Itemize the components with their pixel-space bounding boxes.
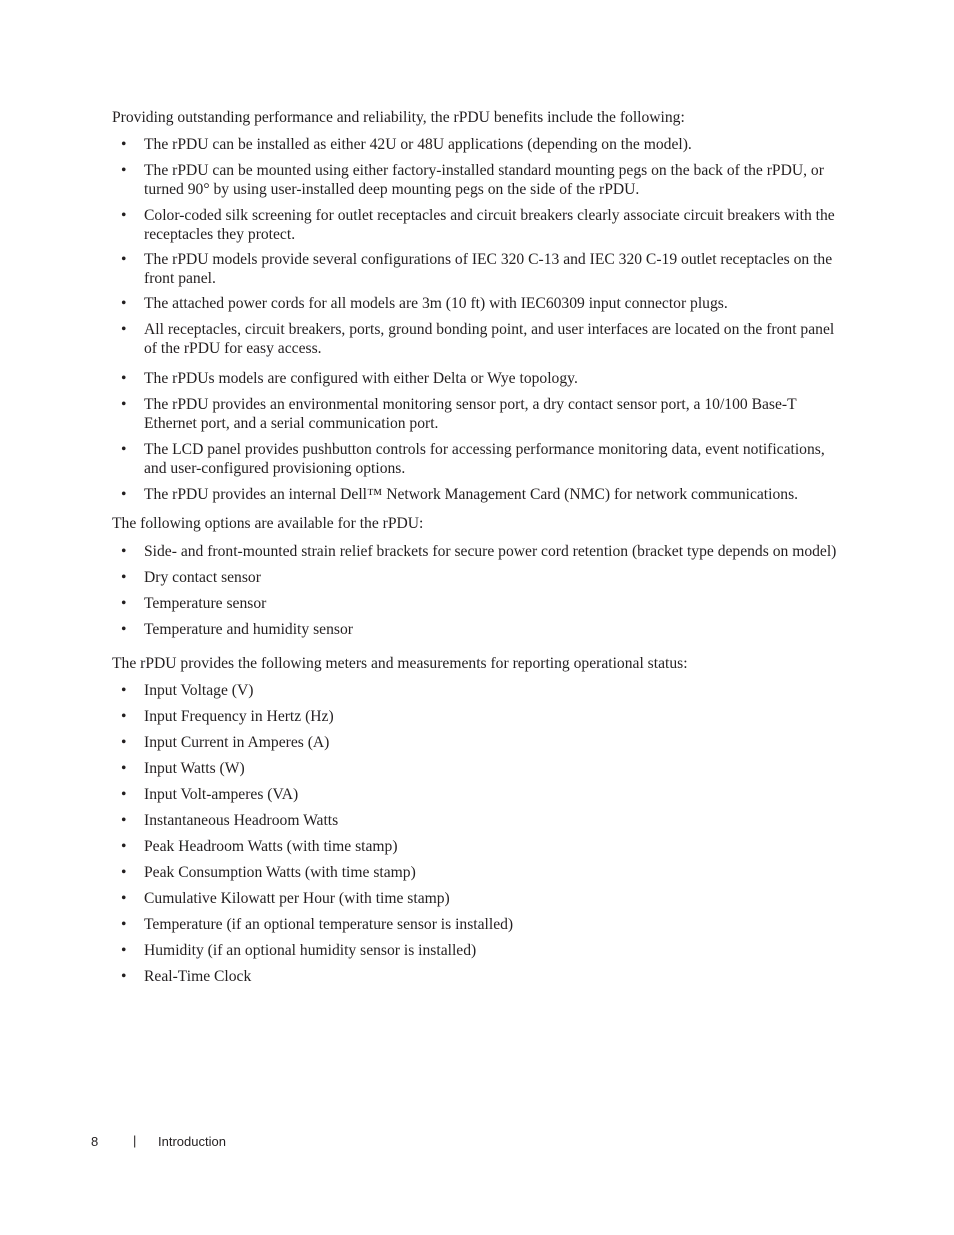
meter-text: Peak Headroom Watts (with time stamp) (144, 838, 398, 855)
meter-text: Temperature (if an optional temperature sensor is installed) (144, 916, 514, 933)
bullet-icon: • (121, 396, 127, 413)
meter-item (112, 915, 842, 934)
option-item (112, 568, 842, 587)
bullet-icon: • (121, 734, 127, 751)
benefit-text: All receptacles, circuit breakers, ports, ground bonding point, and user interfaces are located on the front panel of the rPDU for easy access. (144, 321, 835, 357)
meter-item (112, 967, 842, 986)
bullet-icon: • (121, 916, 127, 933)
benefit-text: The rPDU can be mounted using either factory-installed standard mounting pegs on the back of the rPDU, or turned 90° by using user-installed deep mounting pegs on the side of the rPDU. (144, 162, 824, 198)
meter-item (112, 707, 842, 726)
meter-item (112, 863, 842, 882)
benefits-list (112, 135, 842, 504)
benefit-text: The attached power cords for all models are 3m (10 ft) with IEC60309 input connector plugs. (144, 295, 728, 312)
options-list (112, 542, 842, 639)
meter-item (112, 889, 842, 908)
bullet-icon: • (121, 295, 127, 312)
bullet-icon: • (121, 441, 127, 458)
bullet-icon: • (121, 708, 127, 725)
option-text: Dry contact sensor (144, 569, 261, 586)
meter-text: Instantaneous Headroom Watts (144, 812, 339, 829)
page-number: 8 (91, 1134, 99, 1149)
option-item (112, 620, 842, 639)
benefit-item (112, 440, 842, 478)
option-item (112, 542, 842, 561)
options-paragraph: The following options are available for the rPDU: (112, 515, 424, 532)
bullet-icon: • (121, 890, 127, 907)
meter-item (112, 785, 842, 804)
bullet-icon: • (121, 864, 127, 881)
meter-text: Humidity (if an optional humidity sensor is installed) (144, 942, 477, 959)
bullet-icon: • (121, 595, 127, 612)
bullet-icon: • (121, 370, 127, 387)
bullet-icon: • (121, 621, 127, 638)
meter-item (112, 837, 842, 856)
meter-text: Input Voltage (V) (144, 682, 254, 699)
benefit-text: The LCD panel provides pushbutton controls for accessing performance monitoring data, event notifications, and user-configured provisioning options. (144, 441, 825, 477)
meters-paragraph: The rPDU provides the following meters and measurements for reporting operational status: (112, 655, 688, 672)
benefit-text: The rPDU models provide several configurations of IEC 320 C-13 and IEC 320 C-19 outlet receptacles on the front panel. (144, 251, 833, 287)
meters-list (112, 681, 842, 986)
bullet-icon: • (121, 569, 127, 586)
bullet-icon: • (121, 942, 127, 959)
intro-paragraph: Providing outstanding performance and reliability, the rPDU benefits include the following: (112, 109, 685, 126)
benefit-item (112, 206, 842, 244)
bullet-icon: • (121, 786, 127, 803)
footer-separator: | (133, 1133, 137, 1148)
meter-text: Input Watts (W) (144, 760, 245, 777)
meter-item (112, 681, 842, 700)
meter-item (112, 811, 842, 830)
option-text: Temperature sensor (144, 595, 267, 612)
bullet-icon: • (121, 760, 127, 777)
meter-item (112, 759, 842, 778)
bullet-icon: • (121, 321, 127, 338)
meter-text: Input Frequency in Hertz (Hz) (144, 708, 334, 725)
bullet-icon: • (121, 207, 127, 224)
benefit-item (112, 395, 842, 433)
option-text: Side- and front-mounted strain relief brackets for secure power cord retention (bracket type depends on model) (144, 543, 837, 560)
bullet-icon: • (121, 162, 127, 179)
bullet-icon: • (121, 682, 127, 699)
meter-text: Peak Consumption Watts (with time stamp) (144, 864, 416, 881)
page-body (112, 108, 842, 986)
benefit-text: The rPDUs models are configured with either Delta or Wye topology. (144, 370, 578, 387)
meter-item (112, 941, 842, 960)
benefit-item (112, 135, 842, 154)
benefit-text: The rPDU can be installed as either 42U or 48U applications (depending on the model). (144, 136, 692, 153)
bullet-icon: • (121, 251, 127, 268)
bullet-icon: • (121, 486, 127, 503)
bullet-icon: • (121, 968, 127, 985)
section-name: Introduction (158, 1134, 226, 1149)
bullet-icon: • (121, 543, 127, 560)
benefit-item (112, 320, 842, 358)
benefit-text: The rPDU provides an internal Dell™ Network Management Card (NMC) for network communications. (144, 486, 799, 503)
meter-text: Real-Time Clock (144, 968, 252, 985)
bullet-icon: • (121, 812, 127, 829)
benefit-item (112, 369, 842, 388)
benefit-item (112, 485, 842, 504)
benefit-text: Color-coded silk screening for outlet receptacles and circuit breakers clearly associate circuit breakers with the receptacles they protect. (144, 207, 835, 243)
benefit-text: The rPDU provides an environmental monitoring sensor port, a dry contact sensor port, a 10/100 Base-T Ethernet port, and a serial communication port. (144, 396, 797, 432)
meter-text: Cumulative Kilowatt per Hour (with time stamp) (144, 890, 450, 907)
option-item (112, 594, 842, 613)
meter-text: Input Volt-amperes (VA) (144, 786, 299, 803)
benefit-item (112, 294, 842, 313)
option-text: Temperature and humidity sensor (144, 621, 353, 638)
bullet-icon: • (121, 136, 127, 153)
bullet-icon: • (121, 838, 127, 855)
meter-text: Input Current in Amperes (A) (144, 734, 330, 751)
benefit-item (112, 161, 842, 199)
benefit-item (112, 250, 842, 288)
meter-item (112, 733, 842, 752)
